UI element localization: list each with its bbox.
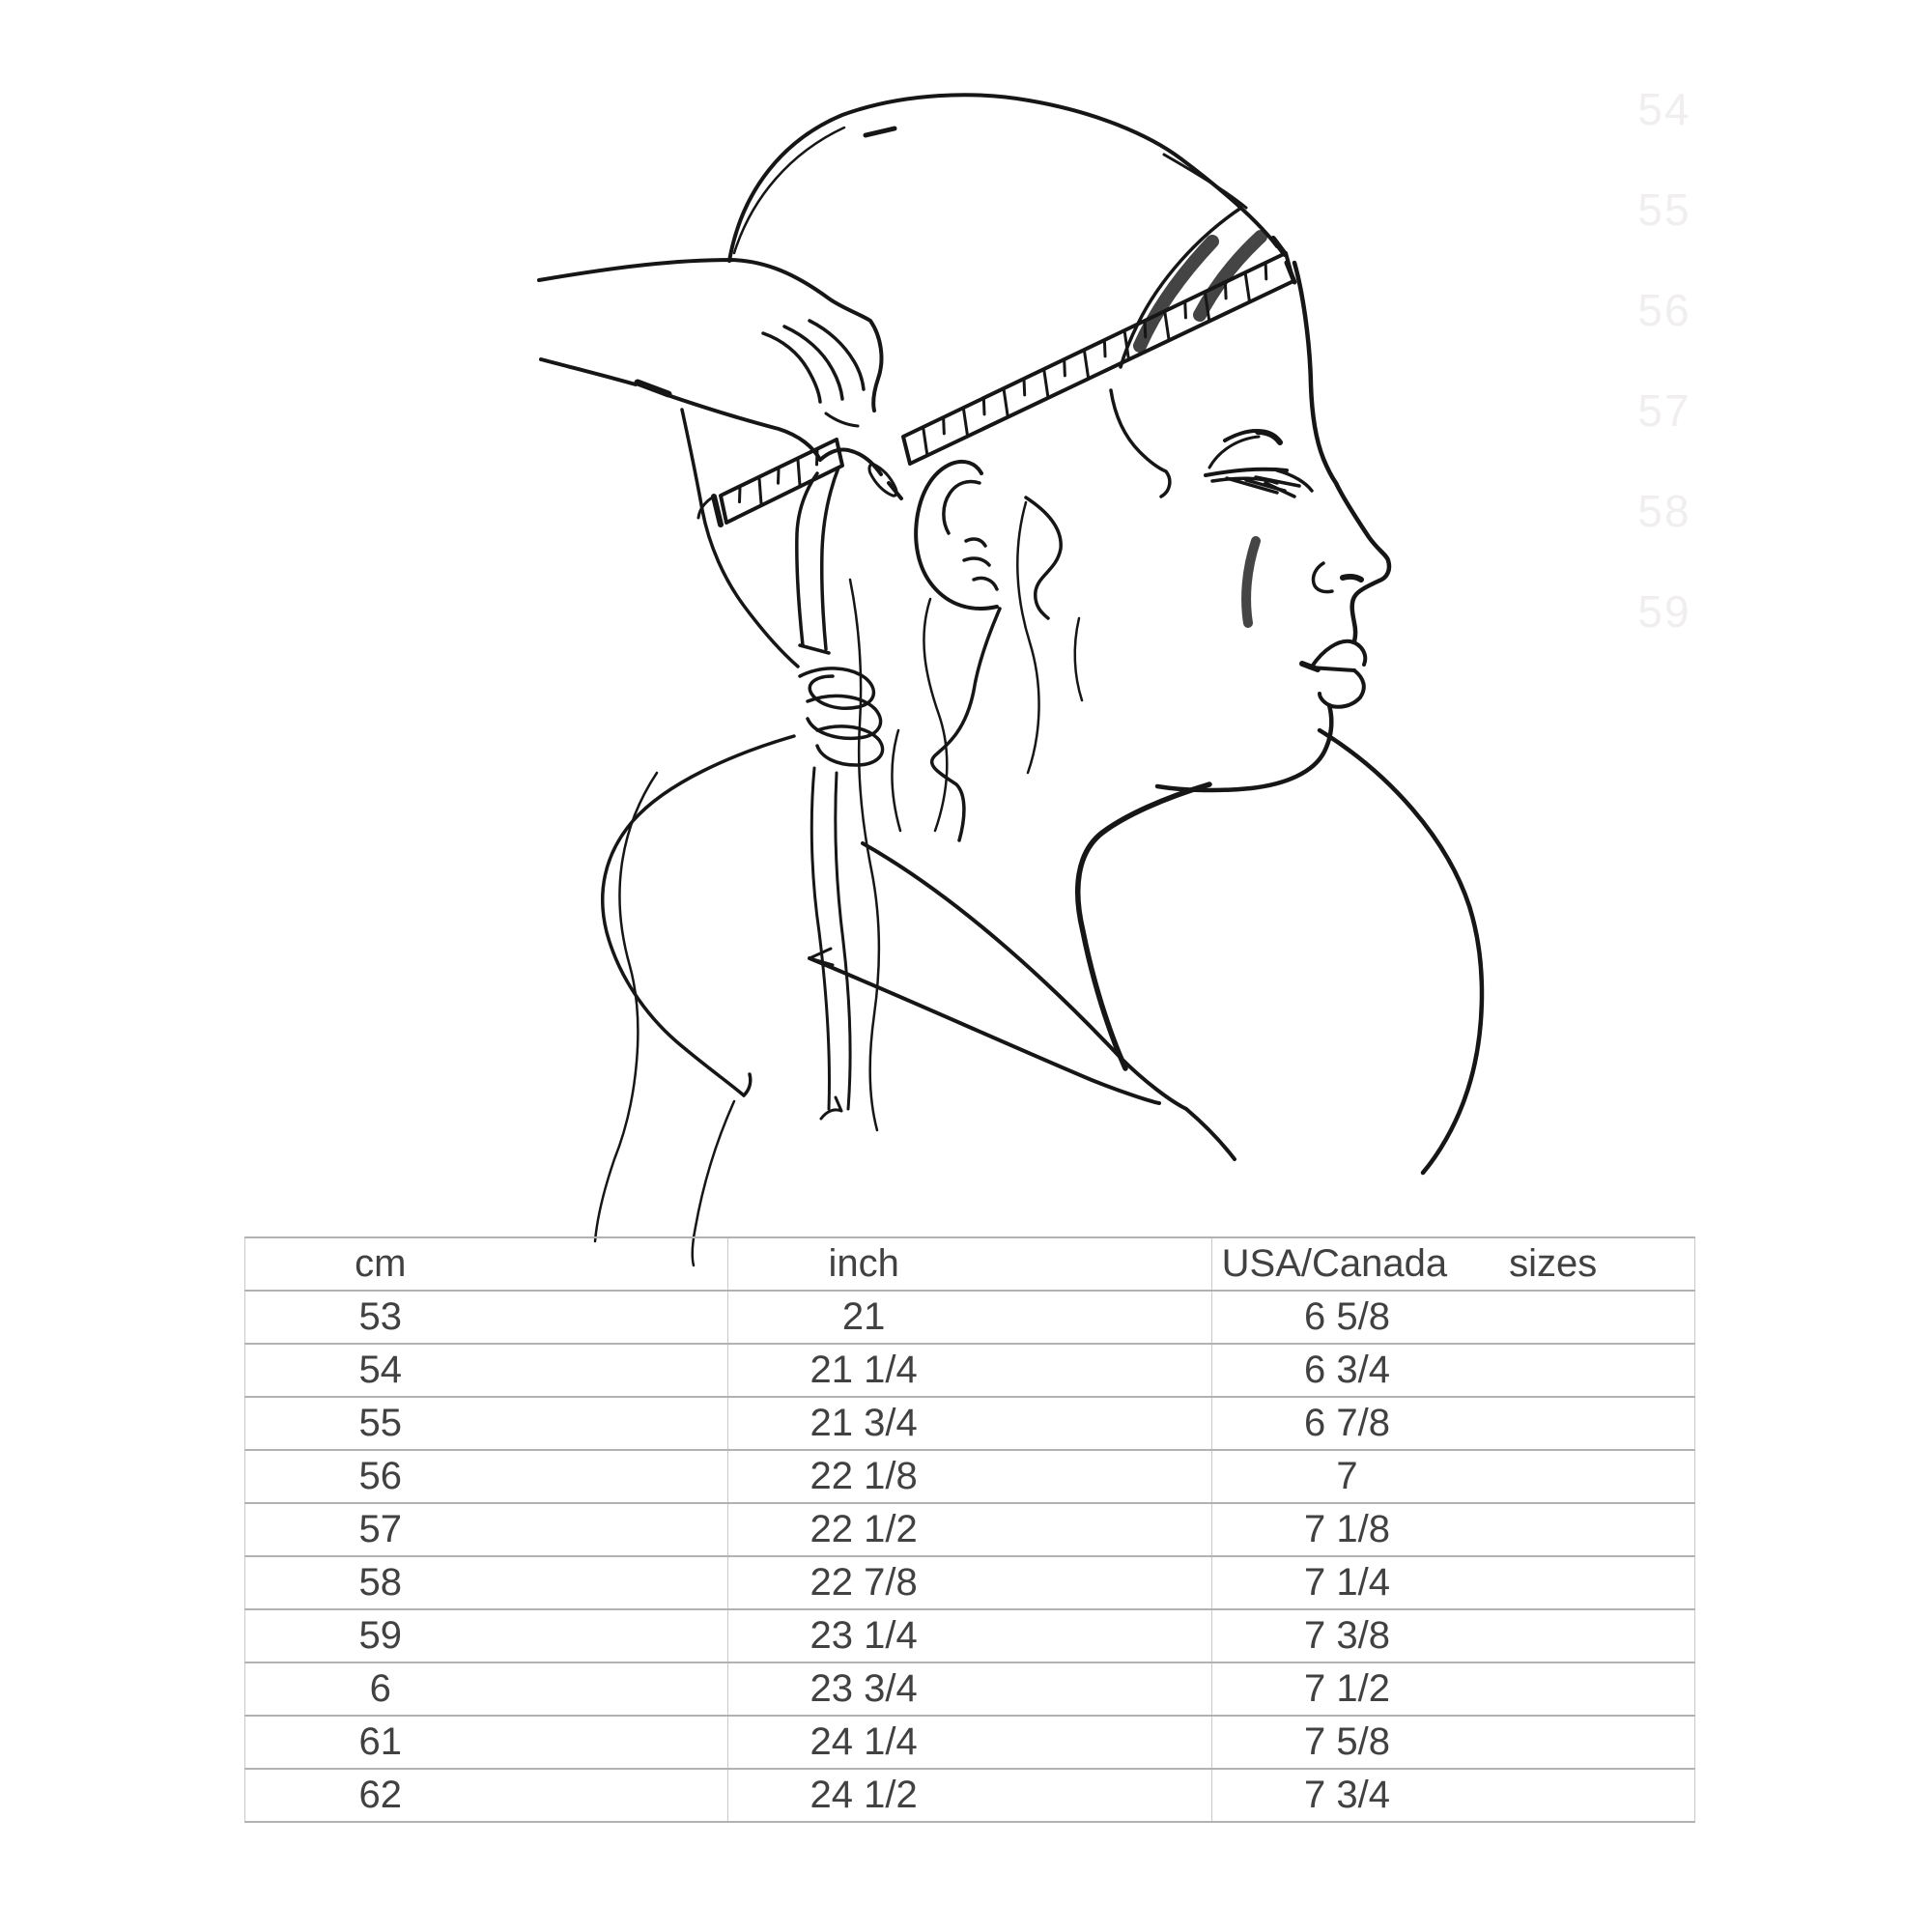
table-cell: 7 3/8 bbox=[1211, 1609, 1694, 1662]
table-cell: 7 1/2 bbox=[1211, 1662, 1694, 1716]
table-cell: 23 1/4 bbox=[728, 1609, 1211, 1662]
table-cell: 6 7/8 bbox=[1211, 1397, 1694, 1450]
table-row bbox=[245, 1291, 1695, 1344]
eyelid-crease bbox=[1209, 437, 1259, 468]
ghost-number: 56 bbox=[1637, 285, 1691, 335]
tape-loose-end bbox=[797, 468, 850, 1119]
ghost-number: 59 bbox=[1637, 586, 1691, 637]
table-cell: 57 bbox=[245, 1503, 728, 1556]
knuckle-line bbox=[826, 413, 858, 426]
jaw-neck-line bbox=[1078, 784, 1209, 1068]
table-cell: 7 1/4 bbox=[1211, 1556, 1694, 1609]
table-cell: 58 bbox=[245, 1556, 728, 1609]
table-row bbox=[245, 1503, 1695, 1556]
table-cell: 22 1/2 bbox=[728, 1503, 1211, 1556]
lips bbox=[1302, 641, 1365, 707]
arm-bottom-edge bbox=[541, 359, 636, 384]
table-cell: 55 bbox=[245, 1397, 728, 1450]
size-table bbox=[244, 1236, 1695, 1823]
table-cell: 7 5/8 bbox=[1211, 1716, 1694, 1769]
table-cell: 6 3/4 bbox=[1211, 1344, 1694, 1397]
nape-line bbox=[682, 410, 798, 667]
col-header-cm: cm bbox=[245, 1237, 728, 1291]
ponytail bbox=[603, 736, 794, 1095]
table-cell: 62 bbox=[245, 1769, 728, 1822]
forehead-nose-line bbox=[1294, 263, 1389, 641]
tape-end-cap bbox=[714, 497, 721, 525]
table-cell: 23 3/4 bbox=[728, 1662, 1211, 1716]
table-header-row bbox=[245, 1237, 1695, 1291]
table-cell: 22 1/8 bbox=[728, 1450, 1211, 1503]
ghost-number: 55 bbox=[1637, 185, 1691, 235]
nostril bbox=[1313, 563, 1361, 592]
col-header-sizes: sizes bbox=[1509, 1242, 1598, 1285]
hair-strands-dark bbox=[932, 497, 1062, 840]
table-cell: 7 bbox=[1211, 1450, 1694, 1503]
table-row bbox=[245, 1769, 1695, 1822]
table-cell: 24 1/4 bbox=[728, 1716, 1211, 1769]
table-row bbox=[245, 1556, 1695, 1609]
table-cell: 21 1/4 bbox=[728, 1344, 1211, 1397]
size-table-body bbox=[245, 1291, 1695, 1822]
closed-eye bbox=[1206, 437, 1312, 497]
table-cell: 24 1/2 bbox=[728, 1769, 1211, 1822]
table-cell: 22 7/8 bbox=[728, 1556, 1211, 1609]
hand-and-arm bbox=[539, 260, 901, 498]
ghost-number: 54 bbox=[1637, 84, 1691, 134]
ghost-number: 58 bbox=[1637, 486, 1691, 536]
face-profile bbox=[1157, 263, 1389, 790]
neck-and-shoulder bbox=[1078, 730, 1482, 1173]
wrist-edge bbox=[665, 394, 820, 460]
table-row bbox=[245, 1344, 1695, 1397]
ear bbox=[916, 462, 997, 609]
col-header-inch: inch bbox=[728, 1237, 1211, 1291]
scrunchie bbox=[800, 668, 883, 765]
table-cell: 59 bbox=[245, 1609, 728, 1662]
table-cell: 6 bbox=[245, 1662, 728, 1716]
table-row bbox=[245, 1397, 1695, 1450]
ghost-number: 57 bbox=[1637, 385, 1691, 436]
table-cell: 61 bbox=[245, 1716, 728, 1769]
table-cell: 21 bbox=[728, 1291, 1211, 1344]
table-cell: 53 bbox=[245, 1291, 728, 1344]
col-header-usa-sizes bbox=[1211, 1237, 1694, 1291]
chin-line bbox=[1157, 705, 1331, 790]
table-cell: 56 bbox=[245, 1450, 728, 1503]
table-row bbox=[245, 1450, 1695, 1503]
table-cell: 54 bbox=[245, 1344, 728, 1397]
table-cell: 21 3/4 bbox=[728, 1397, 1211, 1450]
table-cell: 6 5/8 bbox=[1211, 1291, 1694, 1344]
thumbnail bbox=[869, 464, 896, 496]
table-row bbox=[245, 1662, 1695, 1716]
far-shoulder-line bbox=[1320, 730, 1482, 1173]
table-row bbox=[245, 1716, 1695, 1769]
measuring-tape bbox=[698, 239, 1294, 525]
table-cell: 7 3/4 bbox=[1211, 1769, 1694, 1822]
table-row bbox=[245, 1609, 1695, 1662]
size-table-head bbox=[245, 1237, 1695, 1291]
col-header-usa-canada: USA/Canada bbox=[1221, 1242, 1448, 1285]
head-outline bbox=[682, 95, 1277, 667]
table-cell: 7 1/8 bbox=[1211, 1503, 1694, 1556]
